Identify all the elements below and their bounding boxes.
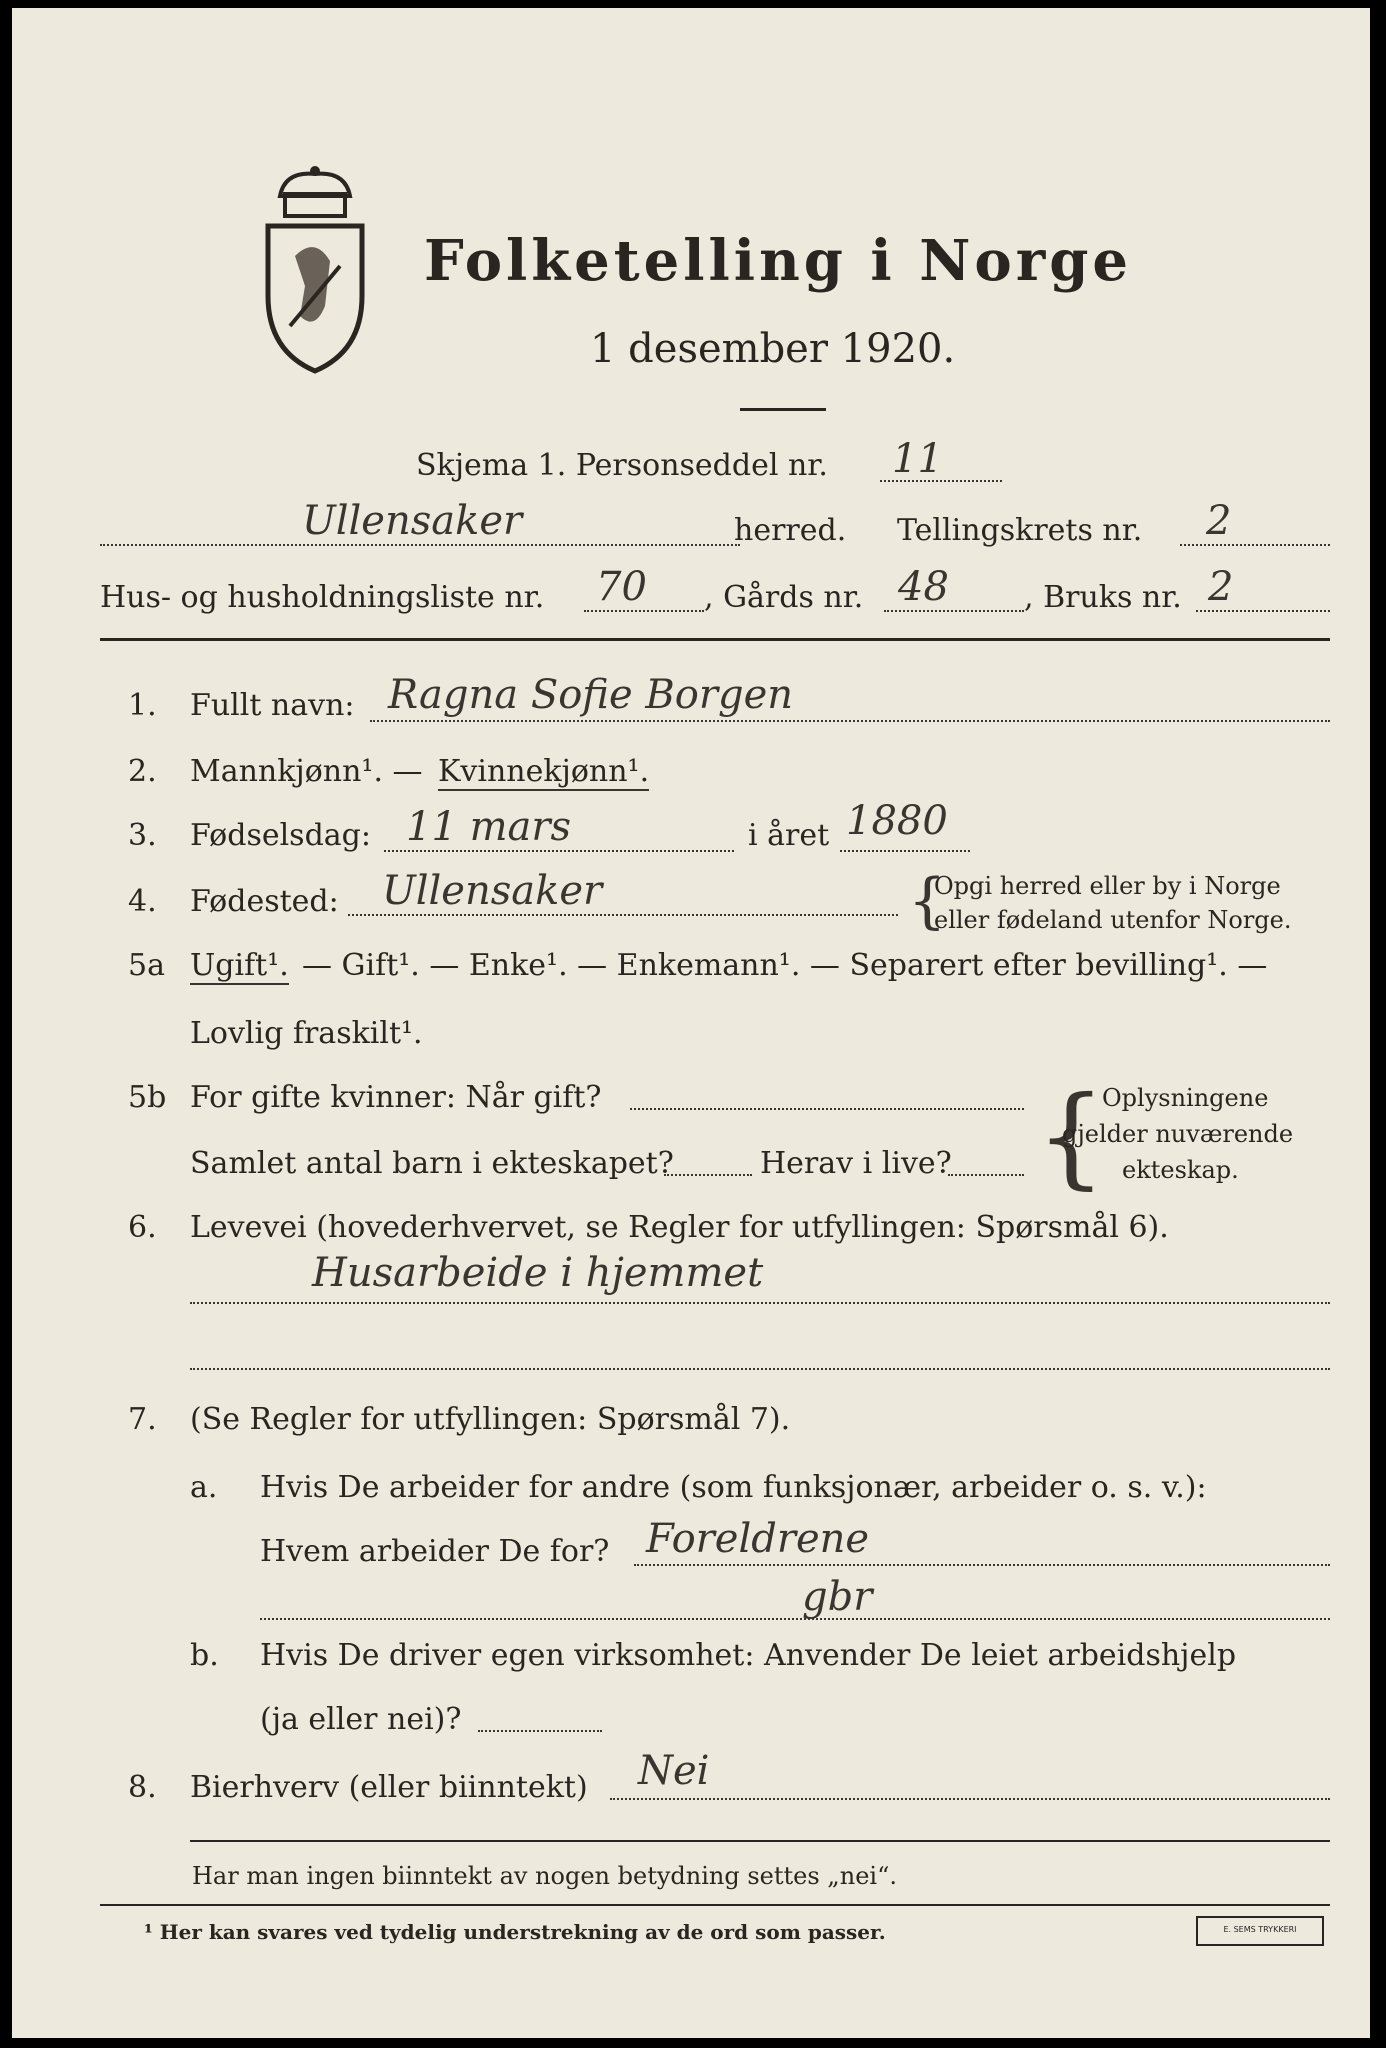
q5b-barn-line [664,1174,752,1176]
bruks-value: 2 [1208,564,1234,610]
q7a-line-2 [260,1618,1330,1620]
q8-label: Bierhverv (eller biinntekt) [190,1770,588,1805]
hus-label: Hus- og husholdningsliste nr. [100,580,545,615]
q6-number: 6. [128,1210,157,1245]
q1-label: Fullt navn: [190,688,355,723]
tellingskrets-label: Tellingskrets nr. [897,513,1143,548]
q8-line [610,1798,1330,1800]
q5b-line2-a: Samlet antal barn i ekteskapet? [190,1146,674,1181]
q5a-number: 5a [128,948,165,983]
form-title: Folketelling i Norge [424,228,1133,294]
footer-rule [190,1840,1330,1842]
q4-value: Ullensaker [382,868,603,914]
q5a-options: — Gift¹. — Enke¹. — Enkemann¹. — Separert efter bevilling¹. — [302,948,1268,983]
tellingskrets-line [1180,544,1330,546]
q2-number: 2. [128,754,157,789]
q8-number: 8. [128,1770,157,1805]
bruks-label: , Bruks nr. [1024,580,1182,615]
skjema-label: Skjema 1. Personseddel nr. [416,448,828,483]
q5b-live-line [948,1174,1024,1176]
q5b-number: 5b [128,1080,167,1115]
footnote: ¹ Her kan svares ved tydelig understrekning av de ord som passer. [144,1920,886,1944]
gards-label: , Gårds nr. [704,580,864,615]
q7a-line1: Hvis De arbeider for andre (som funksjonær, arbeider o. s. v.): [260,1470,1207,1505]
q7b-line1: Hvis De driver egen virksomhet: Anvender De leiet arbeidshjelp [260,1638,1237,1673]
q6-label: Levevei (hovederhvervet, se Regler for utfyllingen: Spørsmål 6). [190,1210,1169,1245]
q1-value: Ragna Sofie Borgen [388,672,793,718]
q5b-gift-line [630,1108,1024,1110]
q7b-line2: (ja eller nei)? [260,1702,462,1737]
q7a-line [634,1564,1330,1566]
q3-year-label: i året [748,818,830,853]
hus-value: 70 [596,564,647,610]
hus-line [584,610,704,612]
q5b-note-1: Oplysningene [1102,1084,1269,1112]
q5b-brace: { [1036,1072,1106,1200]
q5a-option-ugift: Ugift¹. [190,948,289,983]
skjema-value: 11 [892,436,943,482]
q3-label: Fødselsdag: [190,818,371,853]
bruks-line [1196,610,1330,612]
q3-year-value: 1880 [846,798,948,844]
q8-value: Nei [638,1748,710,1794]
q3-year-line [840,850,970,852]
q5b-note-3: ekteskap. [1122,1156,1239,1184]
q4-line [348,914,898,916]
q6-line-1 [190,1302,1330,1304]
q6-line-2 [190,1368,1330,1370]
q1-line [370,720,1330,722]
q1-number: 1. [128,688,157,723]
q5b-note-2: gjelder nuværende [1062,1120,1294,1148]
q3-number: 3. [128,818,157,853]
q4-note-1: Opgi herred eller by i Norge [934,872,1281,900]
footer-note: Har man ingen biinntekt av nogen betydning settes „nei“. [192,1862,897,1890]
q5b-line1: For gifte kvinner: Når gift? [190,1080,602,1115]
q5a-option-fraskilt: Lovlig fraskilt¹. [190,1016,423,1051]
q2-label-male: Mannkjønn¹. — [190,754,423,789]
q4-note-2: eller fødeland utenfor Norge. [934,906,1292,934]
coat-of-arms-icon [260,166,370,376]
herred-value: Ullensaker [302,498,523,544]
q2-label-female: Kvinnekjønn¹. [438,754,650,789]
form-date: 1 desember 1920. [590,326,956,372]
herred-label: herred. [734,513,847,548]
q3-value: 11 mars [406,804,572,850]
q7a-line2: Hvem arbeider De for? [260,1534,610,1569]
census-form [12,8,1370,2038]
q4-number: 4. [128,884,157,919]
q4-label: Fødested: [190,884,339,919]
tellingskrets-value: 2 [1206,498,1232,544]
gards-value: 48 [898,564,949,610]
q6-value: Husarbeide i hjemmet [312,1250,764,1296]
herred-line [100,544,740,546]
q7-label: (Se Regler for utfyllingen: Spørsmål 7). [190,1402,791,1437]
printer-stamp: E. SEMS TRYKKERI [1196,1916,1324,1946]
gards-line [884,610,1024,612]
q5b-line2-b: Herav i live? [760,1146,952,1181]
q7b-line [478,1730,602,1732]
q7a-number: a. [190,1470,218,1505]
q7a-value-2: gbr [802,1574,873,1620]
q4-brace: { [908,866,947,936]
header-rule [100,638,1330,641]
q7b-number: b. [190,1638,219,1673]
q7-number: 7. [128,1402,157,1437]
footnote-rule [100,1904,1330,1906]
q3-line [384,850,734,852]
title-divider [740,408,826,411]
q7a-value: Foreldrene [646,1516,870,1562]
